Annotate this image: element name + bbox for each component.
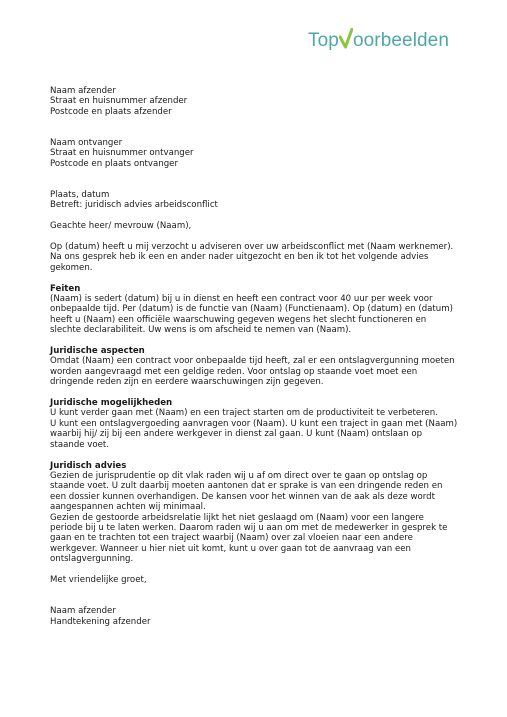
logo-text-top: Top: [308, 30, 339, 51]
section-line: slechte declarabiliteit. Uw wens is om afscheid te nemen van (Naam).: [50, 325, 352, 336]
topvoorbeelden-logo[interactable]: [308, 28, 449, 52]
recipient-address: [50, 138, 470, 169]
intro-line: Op (datum) heeft u mij verzocht u adviseren over uw arbeidsconflict met (Naam werknemer).: [50, 242, 454, 253]
section-heading: Feiten: [50, 283, 81, 294]
signature-block: [50, 606, 470, 627]
recipient-postcode: Postcode en plaats ontvanger: [50, 158, 179, 169]
section-feiten: [50, 284, 470, 336]
section-line: heeft u (Naam) een officiële waarschuwing gegeven wegens het slecht functioneren en: [50, 314, 427, 325]
section-line: Gezien de jurisprudentie op dit vlak raden wij u af om direct over te gaan op ontslag op: [50, 470, 428, 481]
signature-name: Naam afzender: [50, 606, 116, 617]
salutation-text: Geachte heer/ mevrouw (Naam),: [50, 221, 192, 232]
checkmark-v-icon: [339, 28, 353, 50]
section-line: dringende reden zijn en eerdere waarschuwingen zijn gegeven.: [50, 377, 324, 388]
section-juridische-mogelijkheden: [50, 398, 470, 450]
closing-text: Met vriendelijke groet,: [50, 574, 147, 585]
section-line: onbepaalde tijd. Per (datum) is de functie van (Naam) (Functienaam). Op (datum) en (datum): [50, 304, 453, 315]
section-line: gaan en te trachten tot een traject waarbij (Naam) over zal vloeien naar een andere: [50, 533, 413, 544]
section-line: Omdat (Naam) een contract voor onbepaalde tijd heeft, zal er een ontslagvergunning moeten: [50, 356, 455, 367]
section-line: een dossier kunnen overhandigen. De kansen voor het winnen van de aak als deze wordt: [50, 491, 436, 502]
sender-postcode: Postcode en plaats afzender: [50, 106, 172, 117]
section-line: werkgever. Wanneer u hier niet uit komt, kunt u over gaan tot de aanvraag van een: [50, 543, 411, 554]
section-line: U kunt een ontslagvergoeding aanvragen voor (Naam). U kunt een traject in gaan met (Naam): [50, 418, 458, 429]
intro-paragraph: [50, 242, 470, 273]
salutation: [50, 221, 470, 231]
signature-label: Handtekening afzender: [50, 616, 151, 627]
section-line: U kunt verder gaan met (Naam) en een traject starten om de productiviteit te verbeteren.: [50, 408, 438, 419]
sender-name: Naam afzender: [50, 86, 116, 96]
section-line: ontslagvergunning.: [50, 554, 134, 565]
section-line: worden aangevraagd met een geldige reden. Voor ontslag op staande voet moet een: [50, 366, 418, 377]
recipient-street: Straat en huisnummer ontvanger: [50, 148, 194, 159]
section-line: staande voet.: [50, 439, 110, 450]
logo-text-rest: oorbeelden: [352, 30, 450, 51]
section-juridisch-advies: [50, 461, 470, 565]
place-date: Plaats, datum: [50, 190, 110, 201]
section-line: Gezien de gestoorde arbeidsrelatie lijkt het niet geslaagd om (Naam) voor een langere: [50, 512, 424, 523]
letter-meta: [50, 190, 470, 211]
section-juridische-aspecten: [50, 346, 470, 388]
section-heading: Juridische mogelijkheden: [50, 398, 173, 409]
section-heading: Juridische aspecten: [50, 346, 145, 357]
sender-street: Straat en huisnummer afzender: [50, 96, 188, 107]
intro-line: gekomen.: [50, 262, 93, 273]
recipient-name: Naam ontvanger: [50, 138, 123, 149]
letter-body: [50, 86, 470, 637]
subject-line: Betreft: juridisch advies arbeidsconflict: [50, 200, 218, 211]
sender-address: [50, 86, 470, 117]
section-line: aangespannen achten wij minimaal.: [50, 502, 206, 513]
section-line: waarbij hij/ zij bij een andere werkgever in dienst zal gaan. U kunt (Naam) ontslaan op: [50, 429, 423, 440]
intro-line: Na ons gesprek heb ik een en ander nader uitgezocht en ben ik tot het volgende advies: [50, 252, 429, 263]
section-line: (Naam) is sedert (datum) bij u in dienst en heeft een contract voor 40 uur per week voor: [50, 294, 433, 305]
closing: [50, 575, 470, 585]
section-line: periode bij u te laten werken. Daarom raden wij u aan om met de medewerker in gesprek te: [50, 522, 448, 533]
section-heading: Juridisch advies: [50, 460, 127, 471]
section-line: staande voet. U zult daarbij moeten aantonen dat er sprake is van een dringende reden en: [50, 481, 443, 492]
